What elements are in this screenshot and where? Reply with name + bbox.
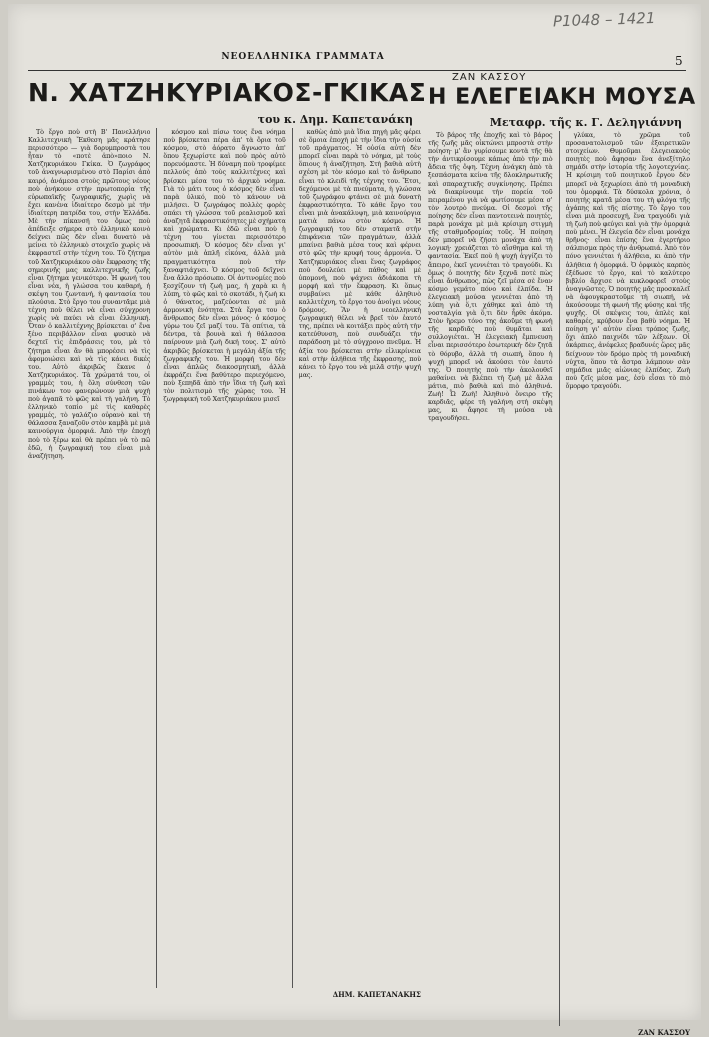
article-column-1: Τὸ ἔργο ποὺ στὴ Β' Πανελλήνιο Καλλιτεχνικὴ Ἔκθεση μᾶς κράτησε περισσότερο — γιὰ δορυμπροστὰ του ἦταν τὸ «ποτὲ ἀπὸ»ποιο Ν. Χατζηκυριάκου Γκίκα. Ὁ ζωγράφος τοῦ ἀναγνωρισμένου στὸ Παρίσι ἀπὸ καιρό, ἀνάμεσα στοὺς πρῶτους νέους ποὺ ἀνήκουν στὴν πρωτοπορία τῆς εὐρωπαϊκῆς ζωγραφικῆς, χωρὶς νὰ ἔχει κανένα ἰδιαίτερο δεσμὸ μὲ τὴν ἰδιαίτερη πατρίδα του, στὴν Ἑλλάδα. Μὲ τὴν πίκανσή του ὅμως ποὺ ἀπέδειξε σήμερα στὸ ἑλληνικὸ κοινὸ δείχνει πῶς δὲν εἶναι δυνατὸ νὰ μείνει τὸ ἑλληνικὸ στοιχεῖο χωρὶς νὰ ἐκφραστεῖ στὴν τέχνη του. Τὸ ζήτημα τοῦ Χατζηκυριάκου σὰν ἔκφρασης τῆς σημερινῆς μας καλλιτεχνικῆς ζωῆς εἶναι ζήτημα γενικότερο. Ἡ φωνή του εἶναι νέα, ἡ γλώσσα του καθαρή, ἡ σκέψη του ζωντανή, ἡ φαντασία του πλούσια. Στὸ ἔργο του συναντᾶμε μιὰ τέχνη ποὺ θέλει νὰ εἶναι σύγχρονη χωρὶς νὰ παύει νὰ εἶναι ἑλληνική. Ὅταν ὁ καλλιτέχνης βρίσκεται σ' ἕνα ξένο περιβάλλον εἶναι φυσικὸ νὰ δεχτεῖ τὶς ἐπιδράσεις του, μὰ τὸ ζήτημα εἶναι ἂν θὰ μπορέσει νὰ τὶς ἀφομοιώσει καὶ νὰ τὶς κάνει δικές του. Αὐτὸ ἀκριβῶς ἔκανε ὁ Χατζηκυριάκος. Τὰ χρώματά του, οἱ γραμμές του, ἡ ὅλη σύνθεση τῶν πινάκων του φανερώνουν μιὰ ψυχὴ ποὺ ἀγαπᾶ τὸ φῶς καὶ τὴ γαλήνη. Τὸ ἑλληνικὸ τοπίο μὲ τὶς καθαρὲς γραμμές, τὸ γαλάζιο οὐρανὸ καὶ τὴ θάλασσα ξαναζοῦν στὸν καμβὰ μὲ μιὰ καινούργια ὀμορφιά. Ἀπὸ τὴν ἐποχὴ ποὺ τὸ ξέρω καὶ θὰ πρέπει νὰ τὸ πῶ ἐδῶ, ἡ ζωγραφική του εἶναι μιὰ ἀναζήτηση. — [28, 128, 151, 460]
article-byline: του κ. Δημ. Καπετανάκη — [257, 113, 413, 126]
article-column-3: καθὼς ἀπὸ μιὰ ἴδια πηγὴ μᾶς φέρει σὲ ὅμοια ἐποχὴ μὲ τὴν ἴδια τὴν οὐσία τοῦ πράγματος. Ἡ οὐσία αὐτὴ δὲν μπορεῖ εἶναι παρὰ τὸ νόημα, μὲ τοὺς ὅπιους ἡ ἀναζήτηση. Στὴ βαθιὰ αὐτὴ σχέση μὲ τὸν κόσμο καὶ τὸ ἄνθρωπο εἶναι τὸ κλειδὶ τῆς τέχνης του. Ἔτσι, δεχόμενοι μὲ τὰ πνεύματα, ἡ γλώσσα τοῦ ζωγράφου φτάνει σὲ μιὰ δυνατὴ ἐκφραστικότητα. Τὸ κάθε ἔργο του εἶναι μιὰ ἀνακάλυψη, μιὰ καινούργια ματιὰ πάνω στὸν κόσμο. Ἡ ζωγραφική του δὲν σταματᾶ στὴν ἐπιφάνεια τῶν πραγμάτων, ἀλλὰ μπαίνει βαθιὰ μέσα τους καὶ φέρνει στὸ φῶς τὴν κρυφή τους ἁρμονία. Ὁ Χατζηκυριάκος εἶναι ἕνας ζωγράφος ποὺ δουλεύει μὲ πάθος καὶ μὲ ὑπομονή, ποὺ ψάχνει ἀδιάκοπα τὴ μορφὴ καὶ τὴν ἔκφραση. Κι ὅπως συμβαίνει μὲ κάθε ἀληθινὸ καλλιτέχνη, τὸ ἔργο του ἀνοίγει νέους δρόμους. Ἂν ἡ νεοελληνικὴ ζωγραφικὴ θέλει νὰ βρεῖ τὸν ἑαυτό της, πρέπει νὰ κοιτάξει πρὸς αὐτὴ τὴν κατεύθυνση, ποὺ συνδυάζει τὴν παράδοση μὲ τὸ σύγχρονο πνεῦμα. Ἡ ἀξία του βρίσκεται στὴν εἰλικρίνεια καὶ στὴν ἀλήθεια τῆς ἔκφρασης, ποὺ κάνει τὸ ἔργο του νὰ μιλᾶ στὴν ψυχή μας. — [298, 128, 421, 379]
article-columns — [428, 131, 690, 1026]
column-divider — [156, 128, 157, 988]
article-title: Ν. ΧΑΤΖΗΚΥΡΙΑΚΟΣ-ΓΚΙΚΑΣ — [28, 78, 427, 107]
article-elegiac-muse — [428, 72, 696, 1037]
header-rule — [28, 70, 686, 71]
column-divider — [559, 131, 560, 1026]
article-column-1: Τὸ βάρος τῆς ἐποχῆς καὶ τὸ βάρος τῆς ζωῆς μᾶς οἰκτώνει μπροστὰ στὴν ποίηση· μ' ἂν γυρίσουμε κοντὰ τῆς θὰ τὴν ἀντικρίσουμε κάπως ἀπὸ τὴν πιὸ ἄδεια τῆς ὄψη. Τέχνη ἀνάγκη ἀπὸ τὰ ξεσπάσματα κείνα τῆς δλοκληρωτικῆς καὶ σπαραχτικῆς συγκίνησης. Πρέπει νὰ διακρίνουμε τὴν πορεία τοῦ πειραμένου γιὰ νὰ φωτίσουμε μέσα σ' τὸν λουτρὸ πνεύμα. Οἱ δεσμοὶ τῆς ποίησης δὲν εἶναι παντοτεινὰ ποιητές, παρὰ μονάχα μὲ μιὰ κρίσιμη στιγμὴ τῆς σταθμοδρομίας τοῦς. Ἡ ποίηση δὲν μπορεῖ νὰ ζήσει μονάχα ἀπὸ τὴ λογική· χρειάζεται τὸ αἴσθημα καὶ τὴ φαντασία. Ἐκεῖ ποὺ ἡ ψυχὴ ἀγγίζει τὸ ἄπειρο, ἐκεῖ γεννιέται τὸ τραγούδι. Κι ὅμως ὁ ποιητὴς δὲν ξεχνᾶ ποτὲ πὼς εἶναι ἄνθρωπος, πὼς ζεῖ μέσα σὲ ἕναν κόσμο γεμάτο πόνο καὶ ἐλπίδα. Ἡ ἐλεγειακὴ μούσα γεννιέται ἀπὸ τὴ λύπη γιὰ ὅ,τι χάθηκε καὶ ἀπὸ τὴ νοσταλγία γιὰ ὅ,τι δὲν ἦρθε ἀκόμα. Στὸν ἥρεμο τόνο της ἀκοῦμε τὴ φωνὴ τῆς καρδιᾶς ποὺ θυμᾶται καὶ συλλογιέται. Ἡ ἐλεγειακὴ ἔμπνευση εἶναι περισσότερο ἐσωτερική· δὲν ζητᾶ τὸ θόρυβο, ἀλλὰ τὴ σιωπή, ὅπου ἡ ψυχὴ μπορεῖ νὰ ἀκούσει τὸν ἑαυτό της. Ὁ ποιητὴς ποὺ τὴν ἀκολουθεῖ μαθαίνει νὰ βλέπει τὴ ζωὴ μὲ ἄλλα μάτια, πιὸ βαθιὰ καὶ πιὸ ἀληθινά. Ζωὴ! Ὦ Ζωὴ! Ἀληθινὸ ὄνειρο τῆς καρδιᾶς, φέρε τὴ γαλήνη στὴ σκέψη μας, κι ἄφησε τὴ μούσα νὰ τραγουδήσει. — [428, 131, 553, 423]
article-title: Η ΕΛΕΓΕΙΑΚΗ ΜΟΥΣΑ — [428, 85, 696, 110]
article-author-kicker: ΖΑΝ ΚΑΣΣΟΥ — [452, 72, 527, 83]
masthead: ΝΕΟΕΛΛΗΝΙΚΑ ΓΡΑΜΜΑΤΑ — [221, 52, 385, 62]
article-signature: ΔΗΜ. ΚΑΠΕΤΑΝΑΚΗΣ — [332, 990, 421, 999]
article-column-2: γλύκα, τὸ χρῶμα τοῦ προσανατολισμοῦ τῶν ἐξαιρετικῶν στοιχείων. Θυμοῦμαι ἐλεγειακοὺς ποιητὲς ποὺ ἄφησαν ἕνα ἀνεξίτηλο σημάδι στὴν ἱστορία τῆς λογοτεχνίας. Ἡ κρίσιμη τοῦ ποιητικοῦ ἔργου δὲν μπορεῖ νὰ ξεχωρίσει ἀπὸ τὴ μοναδικὴ του ὁμορφιά. Τὰ δύσκολα χρόνια, ὁ ποιητὴς κρατᾶ μέσα του τὴ φλόγα τῆς ἀγάπης καὶ τῆς πίστης. Τὸ ἔργο του εἶναι μιὰ προσευχή, ἕνα τραγούδι γιὰ τὴ ζωὴ ποὺ φεύγει καὶ γιὰ τὴν ὀμορφιὰ ποὺ μένει. Ἡ ἐλεγεία δὲν εἶναι μονάχα θρῆνος· εἶναι ἐπίσης ἕνα ἐγερτήριο σάλπισμα πρὸς τὴν ἀνθρωπιά. Ἀπὸ τὸν πόνο γεννιέται ἡ ἀλήθεια, κι ἀπὸ τὴν ἀλήθεια ἡ ὀμορφιά. Ὁ ὀρφικὸς καρπὸς ἐξέδωσε τὸ ἔργο, καὶ τὸ καλύτερο βιβλίο ἄρχισε νὰ κυκλοφορεῖ στοὺς ἀναγνῶστες. Ὁ ποιητὴς μᾶς προσκαλεῖ νὰ ἀφουγκραστοῦμε τὴ σιωπή, νὰ ἀκούσουμε τὴ φωνὴ τῆς φύσης καὶ τῆς ψυχῆς. Οἱ σκέψεις του, ἁπλὲς καὶ καθαρές, κρύβουν ἕνα βαθὺ νόημα. Ἡ ποίηση γι' αὐτὸν εἶναι τρόπος ζωῆς, ὄχι ἁπλὸ παιχνίδι τῶν λέξεων. Οἱ ὀκάρπιες, ἀνέφελες βραδυνές ὥρες μᾶς δείχνουν τὸν δρόμο πρὸς τὴ μοναδική νύχτα, ὅπου τὰ ἄστρα λάμπουν σὰν σημάδια μιᾶς αἰώνιας ἐλπίδας. Ζωὴ ποὺ ζεῖς μέσα μας, ἐσὺ εἶσαι τὸ πιὸ ὄμορφο τραγούδι. — [565, 131, 690, 390]
article-signature: ΖΑΝ ΚΑΣΣΟΥ — [638, 1028, 690, 1037]
article-column-2: κόσμου καὶ πίσω τους ἕνα νόημα ποὺ βρίσκεται πέρα ἀπ' τὰ ὅρια τοῦ κόσμου, στὸ ἀόρατο ἄγνωστο ἀπ' ὅπου ξεχωρίστε καὶ ποὺ πρὸς αὐτὸ πορευόμαστε. Ἡ δύναμη ποὺ τροφίμεε πελλούς ἀπὸ τοὺς καλλιτέχνες καὶ βρίσκει μέσα του τὸ ἀρχικὸ νόημα. Γιὰ τὸ μάτι τους ὁ κόσμος δὲν εἶναι παρὰ ὑλικό, ποὺ τὸ κάνουν νὰ μιλήσει. Ὁ ζωγράφος πολλὲς φορὲς σπάει τὴ γλώσσα τοῦ ρεαλισμοῦ καὶ ἀναζητᾶ ἐκφραστικότητες μὲ σχήματα καὶ χρώματα. Κι ἐδῶ εἶναι ποὺ ἡ τέχνη του γίνεται περισσότερο προσωπική. Ὁ κόσμος δὲν εἶναι γι' αὐτὸν μιὰ ἁπλῆ εἰκόνα, ἀλλὰ μιὰ πραγματικότητα ποὺ τὴν ξαναφτιάχνει. Ὁ κόσμος τοῦ δεῖχνει ἕνα ἄλλο πρόσωπο. Οἱ ἀντινομίες ποὺ ξεσχίζουν τὴ ζωὴ μας, ἡ χαρὰ κι ἡ λύπη, τὸ φῶς καὶ τὸ σκοτάδι, ἡ ζωὴ κι ὁ θάνατος, μαζεύονται σὲ μιὰ ἁρμονικὴ ἑνότητα. Στὰ ἔργα του ὁ ἄνθρωπος δὲν εἶναι μόνος· ὁ κόσμος γύρω του ζεῖ μαζί του. Τὰ σπίτια, τὰ δέντρα, τὰ βουνὰ καὶ ἡ θάλασσα παίρνουν μιὰ ζωὴ δική τους. Σ' αὐτὸ ἀκριβῶς βρίσκεται ἡ μεγάλη ἀξία τῆς ζωγραφικῆς του. Ἡ μορφή του δὲν εἶναι ἁπλῶς διακοσμητική, ἀλλὰ ἐκφράζει ἕνα βαθύτερο περιεχόμενο, ποὺ ξεπηδᾶ ἀπὸ τὴν ἴδια τὴ ζωὴ καὶ τὸν πολιτισμὸ τῆς χώρας του. Ἡ ζωγραφική τοῦ Χατζηκυριάκου μισεῖ — [163, 128, 286, 404]
article-columns — [28, 128, 421, 988]
article-hatzikyriakos — [28, 74, 427, 1020]
page-number: 5 — [675, 54, 683, 68]
article-byline: Μεταφρ. τῆς κ. Γ. Δεληγιάννη — [489, 116, 682, 129]
column-divider — [292, 128, 293, 988]
archive-handwritten-mark: Ρ1048 – 1421 — [552, 8, 656, 31]
newspaper-page — [8, 4, 701, 1037]
